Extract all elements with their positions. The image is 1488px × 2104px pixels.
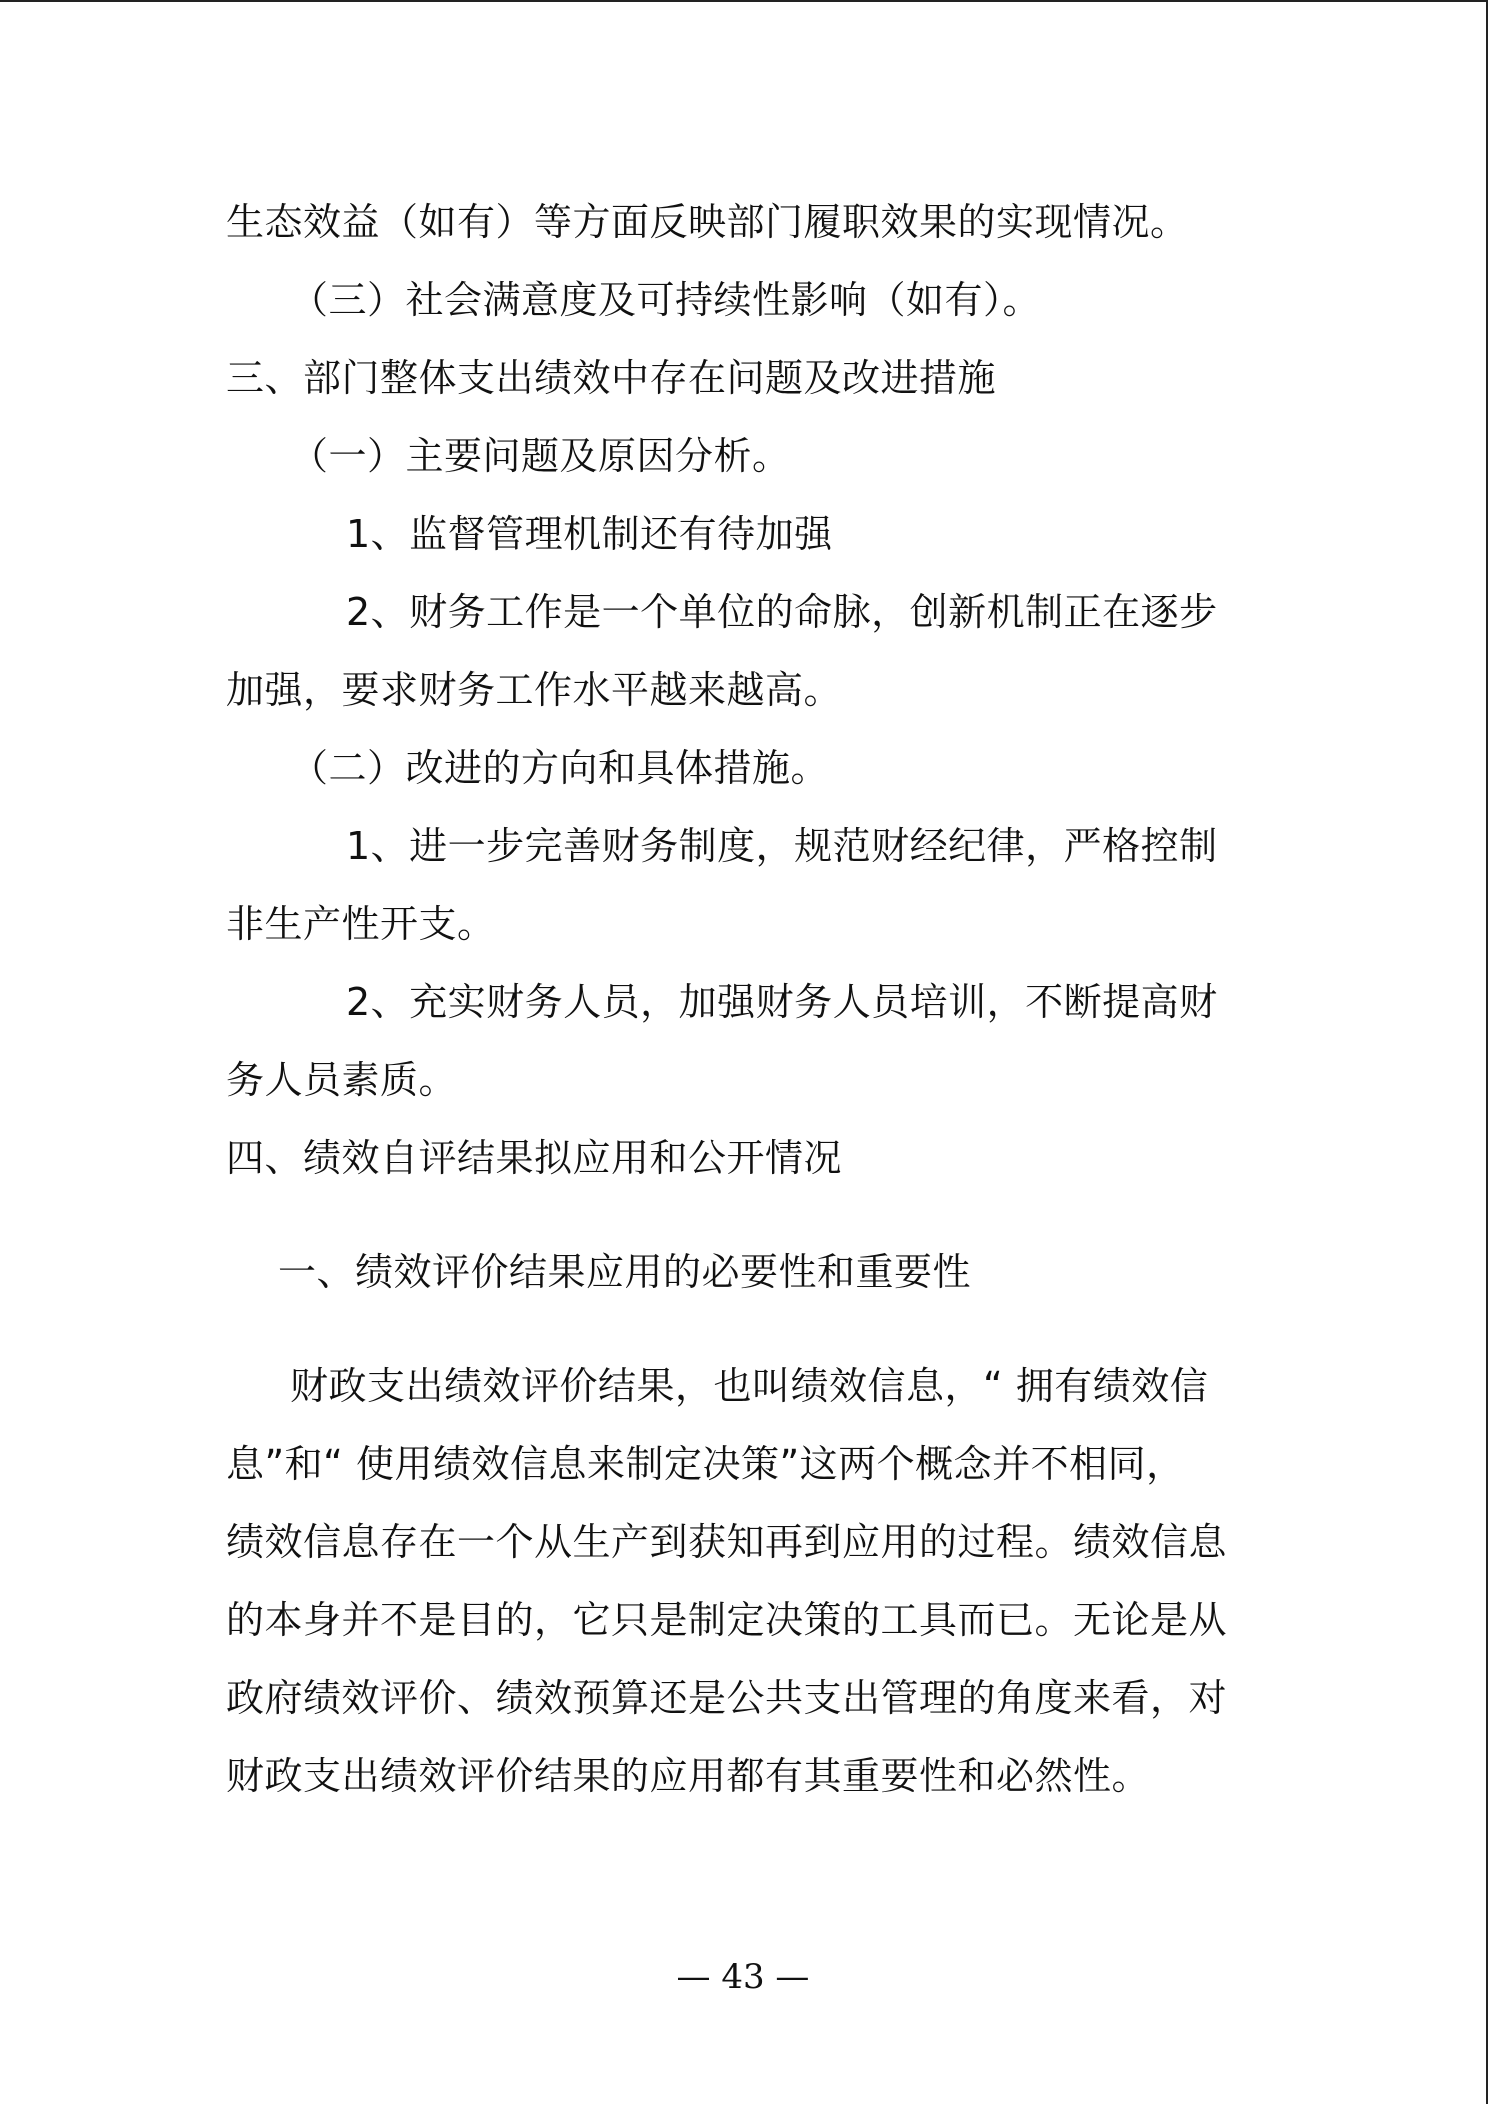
list-item: 1、监督管理机制还有待加强 <box>346 512 833 556</box>
text-line: 生态效益（如有）等方面反映部门履职效果的实现情况。 <box>226 200 1189 244</box>
paragraph-line: 的本身并不是目的，它只是制定决策的工具而已。无论是从 <box>226 1598 1228 1642</box>
paragraph-line: 财政支出绩效评价结果的应用都有其重要性和必然性。 <box>226 1754 1151 1798</box>
section-heading: 四、绩效自评结果拟应用和公开情况 <box>226 1136 843 1180</box>
paragraph-line: 息”和“ 使用绩效信息来制定决策”这两个概念并不相同， <box>226 1442 1185 1486</box>
list-item: 2、财务工作是一个单位的命脉，创新机制正在逐步 <box>346 590 1218 634</box>
section-heading: 一、绩效评价结果应用的必要性和重要性 <box>278 1250 972 1294</box>
paragraph-line: 政府绩效评价、绩效预算还是公共支出管理的角度来看，对 <box>226 1676 1228 1720</box>
list-item-continuation: 非生产性开支。 <box>226 902 496 946</box>
section-heading: 三、部门整体支出绩效中存在问题及改进措施 <box>226 356 997 400</box>
list-item-continuation: 加强，要求财务工作水平越来越高。 <box>226 668 843 712</box>
paragraph-line: 绩效信息存在一个从生产到获知再到应用的过程。绩效信息 <box>226 1520 1228 1564</box>
list-item: 1、进一步完善财务制度，规范财经纪律，严格控制 <box>346 824 1218 868</box>
section-subheading: （一）主要问题及原因分析。 <box>290 434 791 478</box>
list-item: 2、充实财务人员，加强财务人员培训，不断提高财 <box>346 980 1218 1024</box>
list-item-continuation: 务人员素质。 <box>226 1058 458 1102</box>
page-number: — 43 — <box>676 1957 810 1997</box>
paragraph-line: 财政支出绩效评价结果，也叫绩效信息，“ 拥有绩效信 <box>290 1364 1209 1408</box>
section-subheading: （二）改进的方向和具体措施。 <box>290 746 830 790</box>
section-subheading: （三）社会满意度及可持续性影响（如有）。 <box>290 278 1042 322</box>
